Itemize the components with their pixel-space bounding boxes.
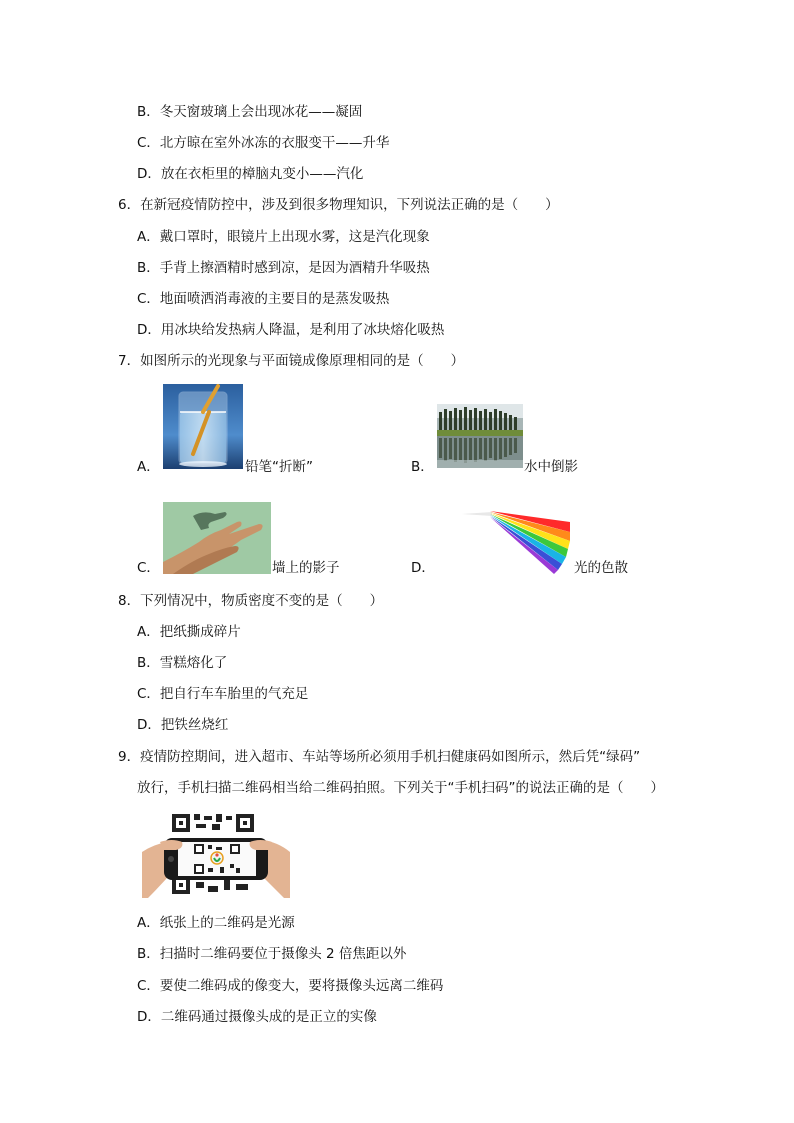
water-reflection-image — [437, 404, 523, 468]
question-7-option-b-caption: 水中倒影 — [524, 459, 578, 475]
question-9-stem-line-2: 放行，手机扫描二维码相当给二维码拍照。下列关于“手机扫码”的说法正确的是（ ） — [137, 780, 664, 796]
question-7-option-c-caption: 墙上的影子 — [272, 560, 340, 576]
question-8-option-a: A．把纸撕成碎片 — [137, 624, 241, 640]
question-7-option-a-caption: 铅笔“折断” — [245, 459, 313, 475]
option-c: C．北方晾在室外冰冻的衣服变干——升华 — [137, 135, 390, 151]
question-6-option-b: B．手背上擦酒精时感到凉，是因为酒精升华吸热 — [137, 260, 430, 276]
question-9-option-d: D．二维码通过摄像头成的是正立的实像 — [137, 1009, 377, 1025]
phone-scan-qr-image — [142, 812, 290, 898]
question-7-option-d-letter: D． — [411, 560, 435, 576]
question-8-option-c: C．把自行车车胎里的气充足 — [137, 686, 309, 702]
question-8-stem: 8．下列情况中，物质密度不变的是（ ） — [118, 593, 384, 609]
prism-dispersion-image — [462, 506, 572, 576]
question-9-option-b: B．扫描时二维码要位于摄像头 2 倍焦距以外 — [137, 946, 407, 962]
question-7-option-c-letter: C． — [137, 560, 160, 576]
pencil-in-glass-image — [163, 384, 243, 469]
hand-shadow-image — [163, 502, 271, 574]
question-6-stem: 6．在新冠疫情防控中，涉及到很多物理知识，下列说法正确的是（ ） — [118, 197, 559, 213]
option-b: B．冬天窗玻璃上会出现冰花——凝固 — [137, 104, 363, 120]
question-9-stem-line-1: 9．疫情防控期间，进入超市、车站等场所必须用手机扫健康码如图所示，然后凭“绿码” — [118, 749, 641, 765]
question-6-option-d: D．用冰块给发热病人降温，是利用了冰块熔化吸热 — [137, 322, 445, 338]
question-9-option-a: A．纸张上的二维码是光源 — [137, 915, 295, 931]
question-6-option-a: A．戴口罩时，眼镜片上出现水雾，这是汽化现象 — [137, 229, 430, 245]
option-d: D．放在衣柜里的樟脑丸变小——汽化 — [137, 166, 364, 182]
question-7-option-d-caption: 光的色散 — [574, 560, 628, 576]
question-7-stem: 7．如图所示的光现象与平面镜成像原理相同的是（ ） — [118, 353, 465, 369]
question-9-option-c: C．要使二维码成的像变大，要将摄像头远离二维码 — [137, 978, 444, 994]
question-7-option-a-letter: A． — [137, 459, 160, 475]
question-8-option-d: D．把铁丝烧红 — [137, 717, 229, 733]
question-6-option-c: C．地面喷洒消毒液的主要目的是蒸发吸热 — [137, 291, 390, 307]
question-8-option-b: B．雪糕熔化了 — [137, 655, 228, 671]
question-7-option-b-letter: B． — [411, 459, 434, 475]
